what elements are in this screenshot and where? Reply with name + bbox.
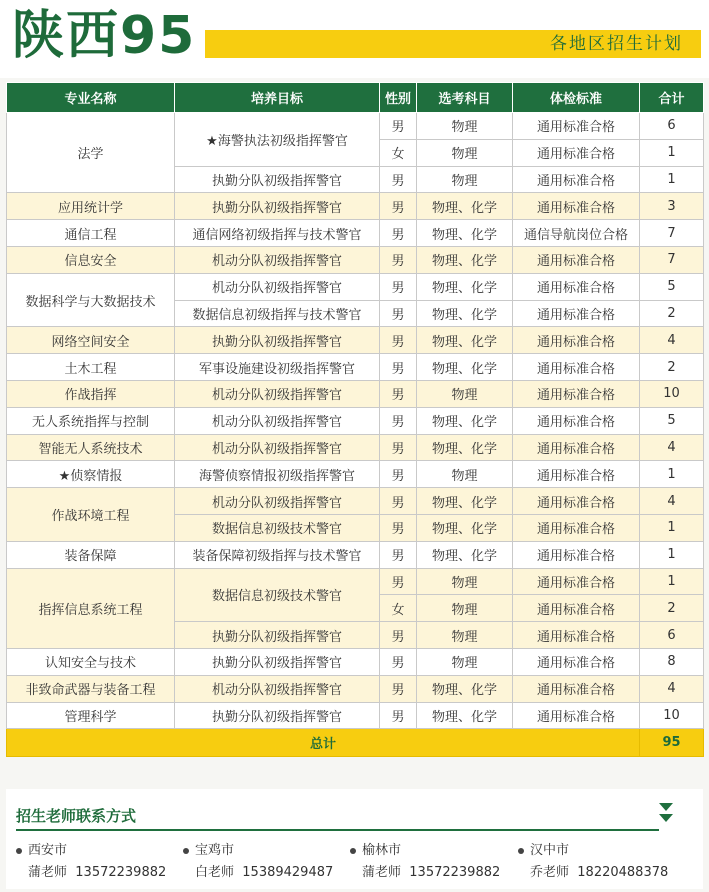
major-cell: ★侦察情报 (7, 461, 175, 488)
major-cell: 无人系统指挥与控制 (7, 407, 175, 434)
bullet-icon (350, 848, 356, 854)
count-cell: 1 (640, 514, 704, 541)
column-header-major: 专业名称 (7, 83, 175, 113)
teacher-phone: 18220488378 (577, 865, 669, 880)
major-cell: 法学 (7, 113, 175, 193)
gender-cell: 男 (380, 622, 417, 649)
total-label: 总计 (7, 729, 640, 757)
gender-cell: 男 (380, 702, 417, 729)
subjects-cell: 物理、化学 (417, 327, 513, 354)
subjects-cell: 物理、化学 (417, 300, 513, 327)
major-cell: 智能无人系统技术 (7, 434, 175, 461)
table-row (7, 541, 704, 568)
subjects-cell: 物理 (417, 113, 513, 140)
teacher-name: 乔老师 (530, 865, 570, 880)
contact-section (6, 789, 703, 889)
gender-cell: 男 (380, 514, 417, 541)
major-cell: 管理科学 (7, 702, 175, 729)
subjects-cell: 物理、化学 (417, 407, 513, 434)
table-row (7, 675, 704, 702)
goal-cell: 通信网络初级指挥与技术警官 (175, 220, 380, 247)
chevron-down-icon (659, 803, 673, 811)
goal-cell: 执勤分队初级指挥警官 (175, 193, 380, 220)
city-name: 宝鸡市 (195, 843, 235, 858)
count-cell: 8 (640, 648, 704, 675)
city-name: 汉中市 (530, 843, 570, 858)
bullet-icon (183, 848, 189, 854)
column-header-goal: 培养目标 (175, 83, 380, 113)
gender-cell: 男 (380, 220, 417, 247)
teacher-phone: 15389429487 (242, 865, 334, 880)
contact-city-baoji (183, 839, 234, 858)
goal-cell: 执勤分队初级指挥警官 (175, 327, 380, 354)
city-name: 榆林市 (362, 843, 402, 858)
gender-cell: 男 (380, 354, 417, 381)
table-row (7, 380, 704, 407)
count-cell: 2 (640, 354, 704, 381)
teacher-name: 蒲老师 (362, 865, 402, 880)
standard-cell: 通用标准合格 (513, 488, 640, 515)
goal-cell: 执勤分队初级指挥警官 (175, 166, 380, 193)
gender-cell: 男 (380, 675, 417, 702)
gender-cell: 男 (380, 568, 417, 595)
contact-city-yulin (350, 839, 401, 858)
gender-cell: 男 (380, 327, 417, 354)
city-name: 西安市 (28, 843, 68, 858)
count-cell: 1 (640, 139, 704, 166)
count-cell: 10 (640, 702, 704, 729)
table-row (7, 354, 704, 381)
teacher-phone: 13572239882 (75, 865, 167, 880)
teacher-name: 白老师 (195, 865, 235, 880)
subjects-cell: 物理、化学 (417, 354, 513, 381)
standard-cell: 通用标准合格 (513, 354, 640, 381)
standard-cell: 通用标准合格 (513, 675, 640, 702)
subjects-cell: 物理 (417, 595, 513, 622)
subjects-cell: 物理、化学 (417, 220, 513, 247)
goal-cell: 机动分队初级指挥警官 (175, 246, 380, 273)
gender-cell: 男 (380, 300, 417, 327)
count-cell: 7 (640, 220, 704, 247)
goal-cell: 装备保障初级指挥与技术警官 (175, 541, 380, 568)
page-subtitle: 各地区招生计划 (550, 34, 683, 54)
count-cell: 5 (640, 407, 704, 434)
goal-cell: 执勤分队初级指挥警官 (175, 702, 380, 729)
table-row (7, 407, 704, 434)
goal-cell: 数据信息初级指挥与技术警官 (175, 300, 380, 327)
gender-cell: 男 (380, 461, 417, 488)
column-header-subjects: 选考科目 (417, 83, 513, 113)
standard-cell: 通用标准合格 (513, 702, 640, 729)
subjects-cell: 物理、化学 (417, 246, 513, 273)
contact-teacher (195, 861, 333, 880)
goal-cell: 执勤分队初级指挥警官 (175, 648, 380, 675)
gender-cell: 男 (380, 113, 417, 140)
goal-cell: 机动分队初级指挥警官 (175, 675, 380, 702)
subjects-cell: 物理、化学 (417, 273, 513, 300)
contact-teacher (362, 861, 500, 880)
table-row (7, 246, 704, 273)
major-cell: 认知安全与技术 (7, 648, 175, 675)
standard-cell: 通用标准合格 (513, 193, 640, 220)
standard-cell: 通用标准合格 (513, 514, 640, 541)
major-cell: 网络空间安全 (7, 327, 175, 354)
goal-cell: 机动分队初级指挥警官 (175, 407, 380, 434)
total-value: 95 (640, 729, 704, 757)
count-cell: 4 (640, 675, 704, 702)
count-cell: 4 (640, 434, 704, 461)
goal-cell: 军事设施建设初级指挥警官 (175, 354, 380, 381)
subjects-cell: 物理 (417, 461, 513, 488)
standard-cell: 通用标准合格 (513, 648, 640, 675)
subjects-cell: 物理、化学 (417, 488, 513, 515)
count-cell: 2 (640, 300, 704, 327)
header (0, 0, 709, 78)
count-cell: 10 (640, 380, 704, 407)
table-row (7, 702, 704, 729)
standard-cell: 通用标准合格 (513, 434, 640, 461)
goal-cell: ★海警执法初级指挥警官 (175, 113, 380, 167)
count-cell: 1 (640, 568, 704, 595)
enrollment-plan-table (6, 82, 704, 757)
standard-cell: 通用标准合格 (513, 139, 640, 166)
bullet-icon (16, 848, 22, 854)
gender-cell: 男 (380, 488, 417, 515)
major-cell: 指挥信息系统工程 (7, 568, 175, 648)
goal-cell: 数据信息初级技术警官 (175, 514, 380, 541)
standard-cell: 通用标准合格 (513, 622, 640, 649)
goal-cell: 机动分队初级指挥警官 (175, 488, 380, 515)
table-row (7, 648, 704, 675)
contact-teacher (530, 861, 668, 880)
gender-cell: 男 (380, 434, 417, 461)
gender-cell: 男 (380, 273, 417, 300)
subjects-cell: 物理、化学 (417, 434, 513, 461)
major-cell: 作战指挥 (7, 380, 175, 407)
standard-cell: 通用标准合格 (513, 246, 640, 273)
goal-cell: 机动分队初级指挥警官 (175, 380, 380, 407)
teacher-name: 蒲老师 (28, 865, 68, 880)
count-cell: 6 (640, 113, 704, 140)
subjects-cell: 物理 (417, 648, 513, 675)
subjects-cell: 物理 (417, 166, 513, 193)
count-cell: 1 (640, 541, 704, 568)
subjects-cell: 物理 (417, 380, 513, 407)
table-row (7, 568, 704, 595)
table-row (7, 488, 704, 515)
count-cell: 4 (640, 488, 704, 515)
standard-cell: 通用标准合格 (513, 595, 640, 622)
table-row (7, 113, 704, 140)
bullet-icon (518, 848, 524, 854)
table-row (7, 461, 704, 488)
divider (16, 829, 659, 831)
count-cell: 3 (640, 193, 704, 220)
goal-cell: 数据信息初级技术警官 (175, 568, 380, 622)
total-row (7, 729, 704, 757)
major-cell: 数据科学与大数据技术 (7, 273, 175, 327)
count-cell: 1 (640, 166, 704, 193)
contact-city-hanzhong (518, 839, 569, 858)
gender-cell: 男 (380, 193, 417, 220)
gender-cell: 男 (380, 541, 417, 568)
standard-cell: 通用标准合格 (513, 380, 640, 407)
gender-cell: 男 (380, 407, 417, 434)
subjects-cell: 物理、化学 (417, 514, 513, 541)
table-row (7, 220, 704, 247)
subjects-cell: 物理、化学 (417, 541, 513, 568)
major-cell: 作战环境工程 (7, 488, 175, 542)
column-header-count: 合计 (640, 83, 704, 113)
teacher-phone: 13572239882 (409, 865, 501, 880)
goal-cell: 执勤分队初级指挥警官 (175, 622, 380, 649)
major-cell: 通信工程 (7, 220, 175, 247)
major-cell: 应用统计学 (7, 193, 175, 220)
subjects-cell: 物理、化学 (417, 702, 513, 729)
gender-cell: 男 (380, 166, 417, 193)
subtitle-bar (205, 30, 701, 58)
subjects-cell: 物理、化学 (417, 193, 513, 220)
standard-cell: 通用标准合格 (513, 327, 640, 354)
gender-cell: 女 (380, 595, 417, 622)
column-header-standard: 体检标准 (513, 83, 640, 113)
table-row (7, 193, 704, 220)
count-cell: 6 (640, 622, 704, 649)
count-cell: 4 (640, 327, 704, 354)
contact-city-xian (16, 839, 67, 858)
goal-cell: 海警侦察情报初级指挥警官 (175, 461, 380, 488)
subjects-cell: 物理 (417, 568, 513, 595)
chevron-down-icon (659, 814, 673, 822)
subjects-cell: 物理 (417, 139, 513, 166)
standard-cell: 通用标准合格 (513, 541, 640, 568)
standard-cell: 通信导航岗位合格 (513, 220, 640, 247)
table-row (7, 273, 704, 300)
table-header-row (7, 83, 704, 113)
subjects-cell: 物理 (417, 622, 513, 649)
column-header-gender: 性别 (380, 83, 417, 113)
standard-cell: 通用标准合格 (513, 461, 640, 488)
count-cell: 1 (640, 461, 704, 488)
count-cell: 5 (640, 273, 704, 300)
gender-cell: 女 (380, 139, 417, 166)
gender-cell: 男 (380, 380, 417, 407)
count-cell: 2 (640, 595, 704, 622)
standard-cell: 通用标准合格 (513, 300, 640, 327)
major-cell: 土木工程 (7, 354, 175, 381)
gender-cell: 男 (380, 648, 417, 675)
count-cell: 7 (640, 246, 704, 273)
standard-cell: 通用标准合格 (513, 273, 640, 300)
goal-cell: 机动分队初级指挥警官 (175, 434, 380, 461)
major-cell: 信息安全 (7, 246, 175, 273)
goal-cell: 机动分队初级指挥警官 (175, 273, 380, 300)
major-cell: 非致命武器与装备工程 (7, 675, 175, 702)
standard-cell: 通用标准合格 (513, 166, 640, 193)
contact-title: 招生老师联系方式 (16, 807, 137, 825)
gender-cell: 男 (380, 246, 417, 273)
major-cell: 装备保障 (7, 541, 175, 568)
standard-cell: 通用标准合格 (513, 407, 640, 434)
table-row (7, 327, 704, 354)
standard-cell: 通用标准合格 (513, 568, 640, 595)
subjects-cell: 物理、化学 (417, 675, 513, 702)
contact-teacher (28, 861, 166, 880)
standard-cell: 通用标准合格 (513, 113, 640, 140)
page-title: 陕西95 (12, 6, 197, 66)
table-row (7, 434, 704, 461)
